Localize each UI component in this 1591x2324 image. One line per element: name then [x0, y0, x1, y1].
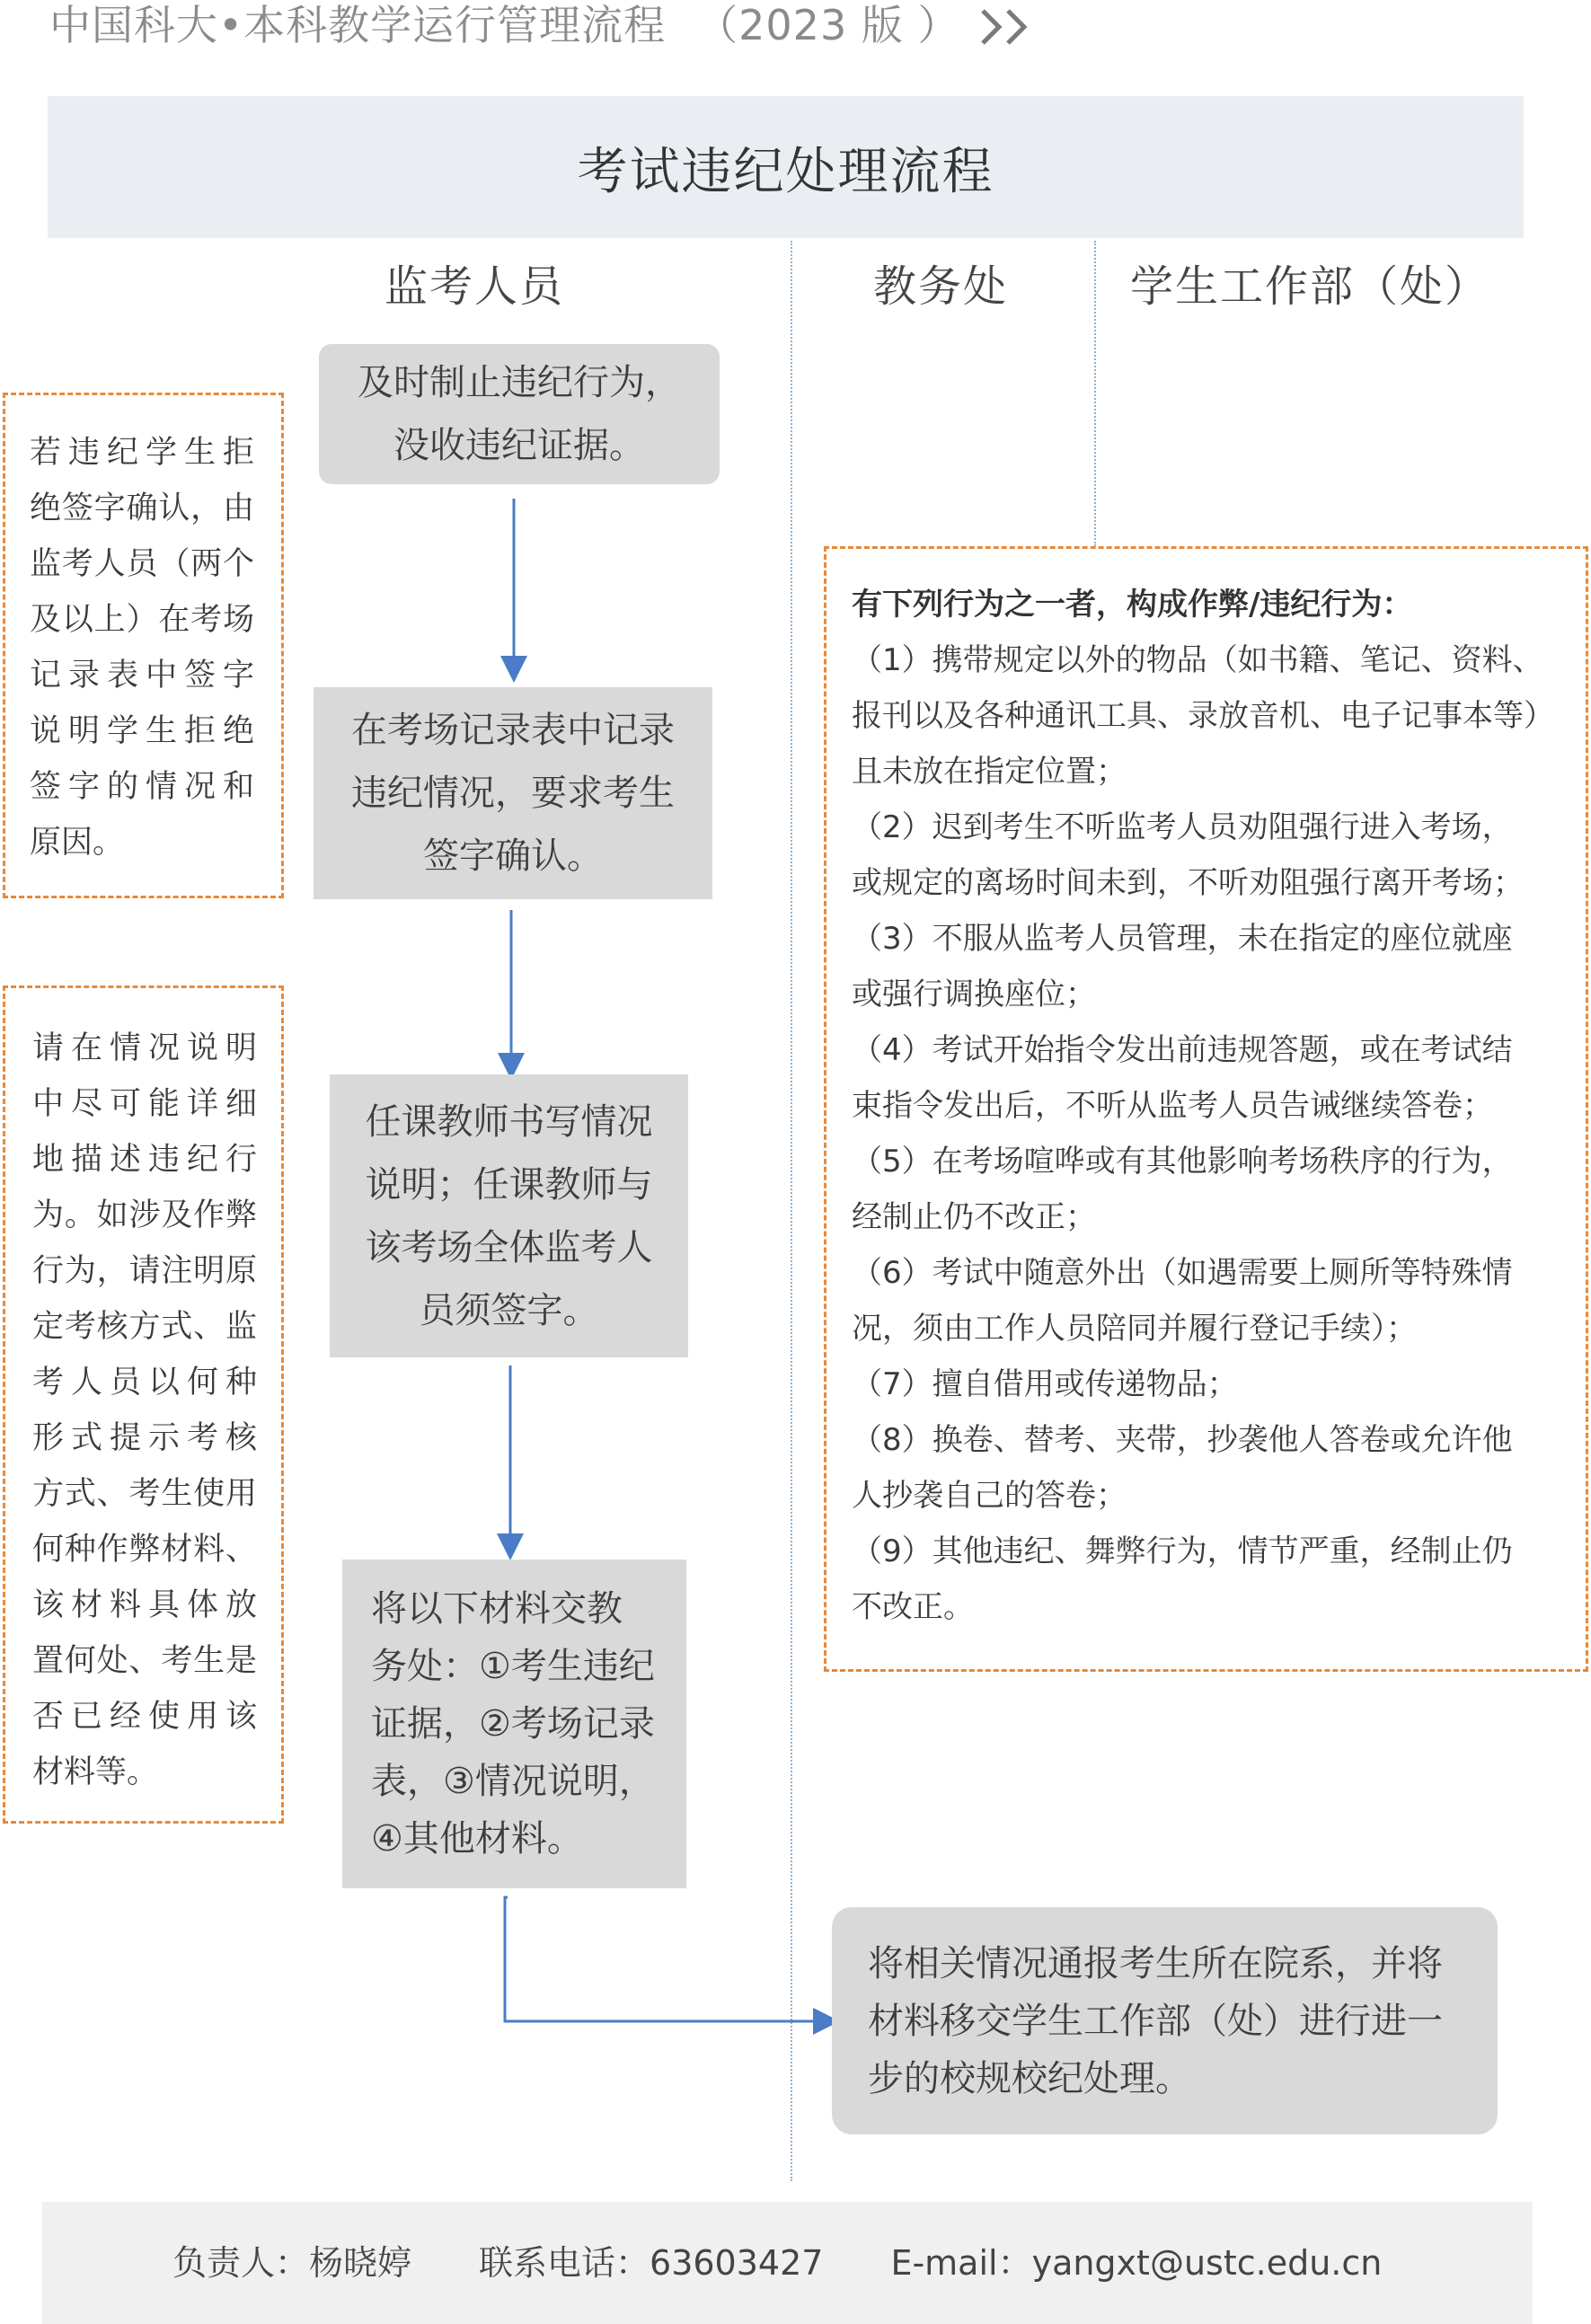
rule-item: （5）在考场喧哗或有其他影响考场秩序的行为， 经制止仍不改正； — [852, 1144, 1513, 1235]
rules-text — [852, 577, 1570, 1635]
step-record-violation — [314, 687, 712, 899]
footer-contact — [172, 2202, 1382, 2324]
note-line: 定考核方式、监 — [32, 1309, 257, 1345]
step-notify-department — [832, 1907, 1498, 2134]
footer — [42, 2202, 1533, 2324]
note-line: 监考人员（两个 — [30, 546, 254, 582]
note-line: 该材料具体放 — [32, 1587, 257, 1623]
step-submit-materials — [342, 1560, 686, 1888]
note-line: 否已经使用该 — [32, 1699, 257, 1735]
column-header-academic-affairs: 教务处 — [873, 261, 1009, 312]
footer-phone: 联系电话：63603427 — [479, 2243, 824, 2283]
arrow-step4-to-step5 — [505, 1897, 826, 2021]
header-year: （2023 版 ） — [696, 1, 960, 49]
header-main-title: 中国科大•本科教学运行管理流程 — [49, 1, 667, 49]
step-stop-violation-text: 及时制止违纪行为， 没收违纪证据。 — [358, 362, 681, 466]
note-line: 形式提示考核 — [32, 1420, 257, 1456]
note-line: 方式、考生使用 — [32, 1476, 257, 1512]
note-line: 行为，请注明原 — [32, 1253, 257, 1289]
rule-item: （6）考试中随意外出（如遇需要上厕所等特殊情 况，须由工作人员陪同并履行登记手续）； — [852, 1255, 1513, 1347]
step-notify-department-text: 将相关情况通报考生所在院系，并将 材料移交学生工作部（处）进行进一 步的校规校纪处理。 — [868, 1942, 1443, 2099]
note-line: 考人员以何种 — [32, 1365, 257, 1401]
note-line: 中尽可能详细 — [32, 1086, 257, 1122]
note-line: 请在情况说明 — [32, 1030, 257, 1066]
note-line: 记录表中签字 — [30, 658, 254, 694]
rule-item: （9）其他违纪、舞弊行为，情节严重，经制止仍 不改正。 — [852, 1533, 1513, 1625]
column-header-proctor: 监考人员 — [384, 261, 565, 312]
note-line: 为。如涉及作弊 — [32, 1197, 257, 1233]
note-explain-detail — [32, 1021, 257, 1800]
rule-item: （7）擅自借用或传递物品； — [852, 1366, 1238, 1402]
rule-item: （3）不服从监考人员管理，未在指定的座位就座 或强行调换座位； — [852, 921, 1513, 1012]
rules-lead: 有下列行为之一者，构成作弊/违纪行为： — [852, 587, 1413, 623]
note-line: 若违纪学生拒 — [30, 435, 254, 471]
note-line: 原因。 — [30, 825, 125, 861]
step-submit-materials-text: 将以下材料交教 务处：①考生违纪 证据，②考场记录 表，③情况说明， ④其他材料。 — [371, 1588, 655, 1860]
rule-item: （8）换卷、替考、夹带，抄袭他人答卷或允许他 人抄袭自己的答卷； — [852, 1422, 1513, 1514]
note-line: 材料等。 — [32, 1754, 159, 1790]
note-line: 及以上）在考场 — [30, 602, 254, 638]
note-line: 说明学生拒绝 — [30, 713, 254, 749]
rule-item: （1）携带规定以外的物品（如书籍、笔记、资料、 报刊以及各种通讯工具、录放音机、电子记事本等） 且未放在指定位置； — [852, 642, 1554, 790]
footer-email: E-mail：yangxt@ustc.edu.cn — [890, 2243, 1383, 2283]
column-header-student-affairs: 学生工作部（处） — [1130, 261, 1490, 312]
step-stop-violation — [319, 344, 720, 484]
note-line: 何种作弊材料、 — [32, 1532, 257, 1568]
page-title: 考试违纪处理流程 — [577, 143, 994, 201]
note-line: 签字的情况和 — [30, 769, 254, 805]
note-line: 地描述违纪行 — [32, 1142, 257, 1178]
footer-person: 负责人：杨晓婷 — [172, 2243, 412, 2283]
note-refuse-sign — [30, 425, 254, 870]
step-teacher-statement — [330, 1074, 688, 1357]
note-line: 绝签字确认，由 — [30, 490, 254, 526]
note-line: 置何处、考生是 — [32, 1643, 257, 1679]
step-record-violation-text: 在考场记录表中记录 违纪情况，要求考生 签字确认。 — [351, 710, 675, 877]
rule-item: （4）考试开始指令发出前违规答题，或在考试结 束指令发出后，不听从监考人员告诫继续答卷； — [852, 1032, 1513, 1124]
rule-item: （2）迟到考生不听监考人员劝阻强行进入考场， 或规定的离场时间未到，不听劝阻强行离开考场； — [852, 809, 1524, 901]
step-teacher-statement-text: 任课教师书写情况 说明；任课教师与 该考场全体监考人 员须签字。 — [365, 1100, 653, 1331]
